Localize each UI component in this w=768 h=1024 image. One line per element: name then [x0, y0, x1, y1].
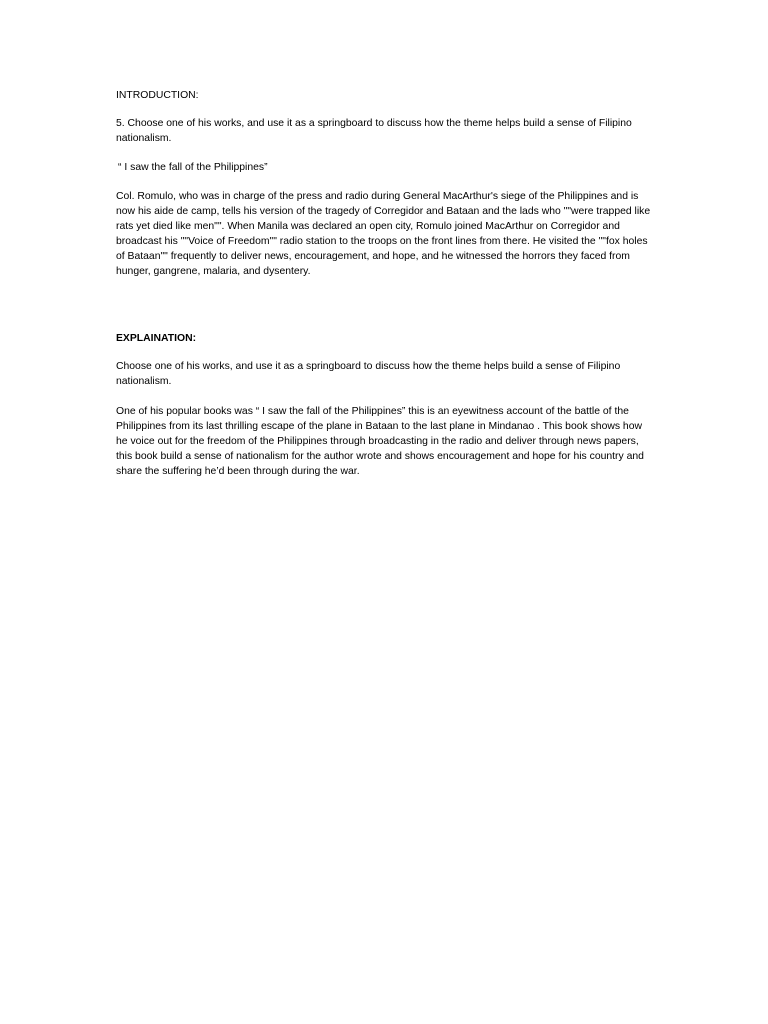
explanation-heading: EXPLAINATION: [116, 333, 197, 344]
book-title: “ I saw the fall of the Philippines” [118, 162, 268, 173]
document-body [116, 88, 652, 479]
introduction-body: Col. Romulo, who was in charge of the press and radio during General MacArthur's siege of the Philippines and is now his aide de camp, tells his version of the tragedy of Corregidor and Bataan and the lads who ""were trapped like rats yet died like men"". When Manila was declared an open city, Romulo joined MacArthur on Corregidor and broadcast his ""Voice of Freedom"" radio station to the troops on the front lines from there. He visited the ""fox holes of Bataan"" frequently to deliver news, encouragement, and hope, and he witnessed the horrors they faced from hunger, gangrene, malaria, and dysentery. [116, 191, 654, 277]
introduction-heading: INTRODUCTION: [116, 90, 199, 101]
introduction-question: 5. Choose one of his works, and use it as a springboard to discuss how the theme helps build a sense of Filipino nationalism. [116, 118, 635, 144]
explanation-body: One of his popular books was “ I saw the fall of the Philippines” this is an eyewitness account of the battle of the Philippines from its last thrilling escape of the plane in Bataan to the last plane in Mindanao . This book shows how he voice out for the freedom of the Philippines through broadcasting in the radio and deliver through news papers, this book build a sense of nationalism for the author wrote and shows encouragement and hope for his country and share the suffering he’d been through during the war. [116, 406, 647, 477]
explanation-question: Choose one of his works, and use it as a springboard to discuss how the theme helps build a sense of Filipino nationalism. [116, 361, 624, 387]
